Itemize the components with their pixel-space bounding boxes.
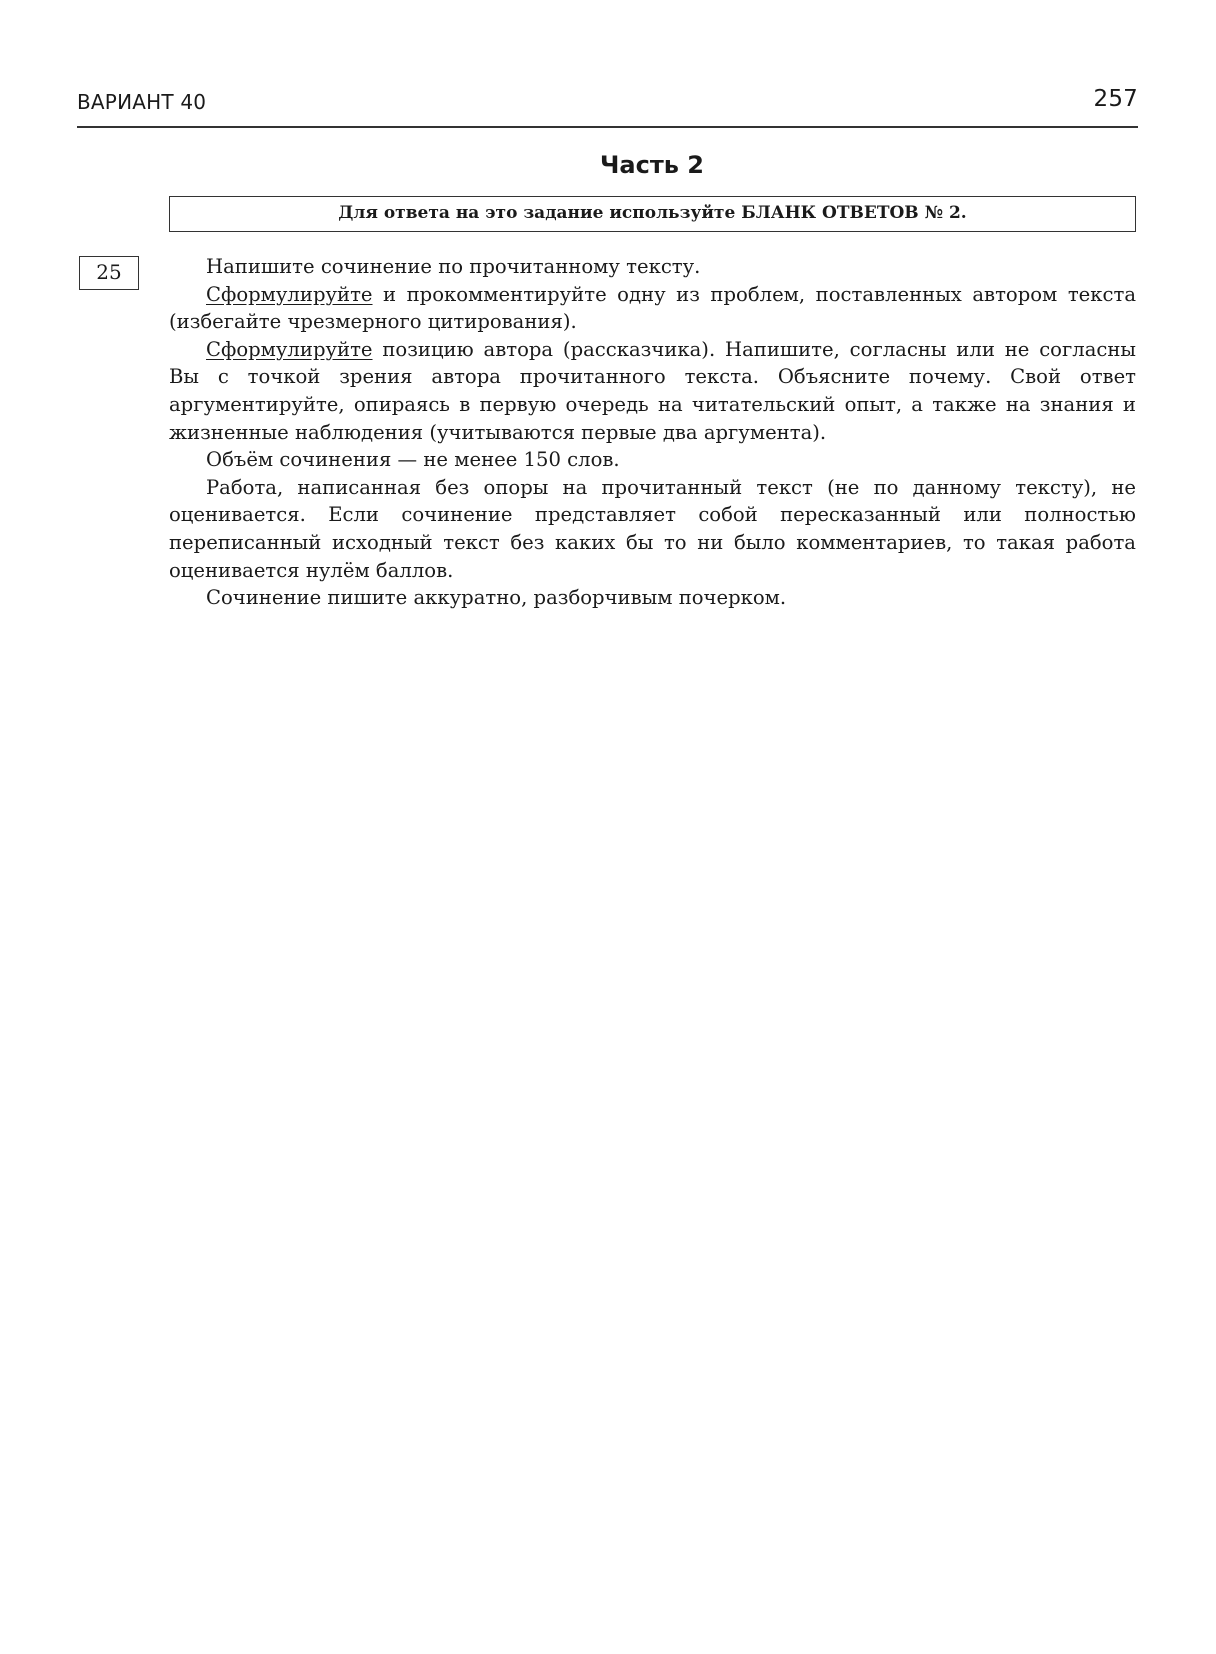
header-divider (77, 126, 1138, 128)
paragraph-text: и прокомментируйте одну из проблем, поставленных автором текста (избегайте чрезмерного цитирования). (169, 282, 1136, 334)
page-number: 257 (1093, 86, 1138, 112)
task-paragraph-2 (169, 281, 1136, 336)
running-header (77, 86, 1138, 116)
instruction-box: Для ответа на это задание используйте БЛАНК ОТВЕТОВ № 2. (169, 196, 1136, 232)
task-paragraph-5: Работа, написанная без опоры на прочитанный текст (не по данному тексту), не оценивается. Если сочинение представляет собой пересказанный или полностью переписанный исходный текст без каких бы то ни было комментариев, то такая работа оценивается нулём баллов. (169, 475, 1136, 582)
part-title: Часть 2 (600, 151, 704, 179)
task-text (169, 253, 1136, 612)
underlined-keyword: Сформулируйте (206, 282, 373, 306)
underlined-keyword: Сформулируйте (206, 337, 373, 361)
paragraph-text: позицию автора (рассказчика). Напишите, согласны или не согласны Вы с точкой зрения автора прочитанного текста. Объясните почему. Свой ответ аргументируйте, опираясь в первую очередь на читательский опыт, а также на знания и жизненные наблюдения (учитываются первые два аргумента). (169, 337, 1136, 444)
task-paragraph-4: Объём сочинения — не менее 150 слов. (206, 448, 620, 472)
task-number-box: 25 (79, 256, 139, 290)
variant-label: ВАРИАНТ 40 (77, 90, 207, 114)
task-paragraph-6: Сочинение пишите аккуратно, разборчивым почерком. (206, 586, 787, 610)
task-paragraph-1: Напишите сочинение по прочитанному тексту. (206, 255, 701, 278)
task-paragraph-3 (169, 336, 1136, 446)
